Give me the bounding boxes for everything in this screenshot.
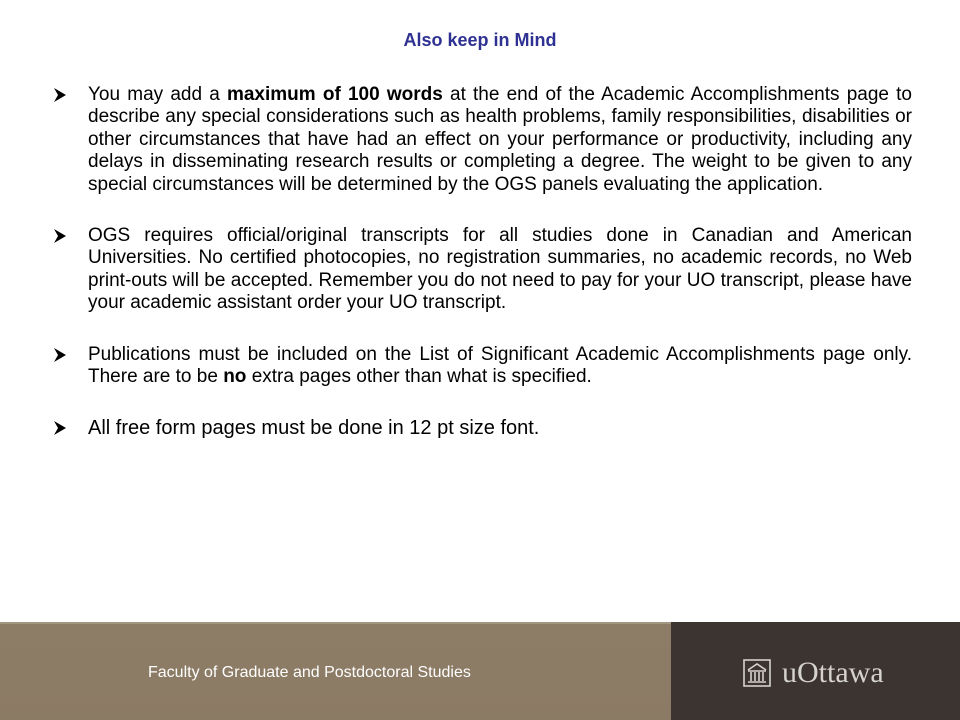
bullet-text: All free form pages must be done in 12 pt size font. (88, 417, 540, 440)
bullet-text: You may add a (88, 84, 227, 105)
bullet-item (52, 344, 912, 389)
building-icon (742, 658, 772, 688)
footer-faculty-text: Faculty of Graduate and Postdoctoral Studies (148, 664, 471, 681)
bullet-bold-text: maximum of 100 words (226, 84, 443, 105)
bullet-item (52, 84, 912, 196)
arrow-bullet-icon (52, 347, 68, 363)
bullet-item (52, 225, 912, 315)
bullet-text: at the end of the Academic Accomplishments page to describe any special considerations such as health problems, family responsibilities, disabilities or other circumstances that have had an effect on your performance or productivity, including any delays in disseminating research results or completing a degree. The weight to be given to any special circumstances will be determined by the OGS panels evaluating the application. (88, 84, 912, 195)
bullet-text: OGS requires official/original transcripts for all studies done in Canadian and American Universities. No certified photocopies, no registration summaries, no academic records, no Web print-outs will be accepted. Remember you do not need to pay for your UO transcript, please have your academic assistant order your UO transcript. (88, 225, 912, 314)
bullet-text: Publications must be included on the List of Significant Academic Accomplishments page only. There are to be (88, 343, 912, 388)
uottawa-logo (742, 658, 884, 688)
bullet-text: extra pages other than what is specified. (246, 366, 592, 388)
slide-title: Also keep in Mind (403, 30, 557, 50)
arrow-bullet-icon (52, 420, 68, 436)
logo-wordmark: uOttawa (782, 656, 884, 689)
bullet-item (52, 417, 912, 439)
arrow-bullet-icon (52, 87, 68, 103)
bullet-list (52, 84, 912, 469)
bullet-bold-text: no (223, 366, 247, 388)
footer-left-panel (0, 622, 671, 720)
arrow-bullet-icon (52, 228, 68, 244)
